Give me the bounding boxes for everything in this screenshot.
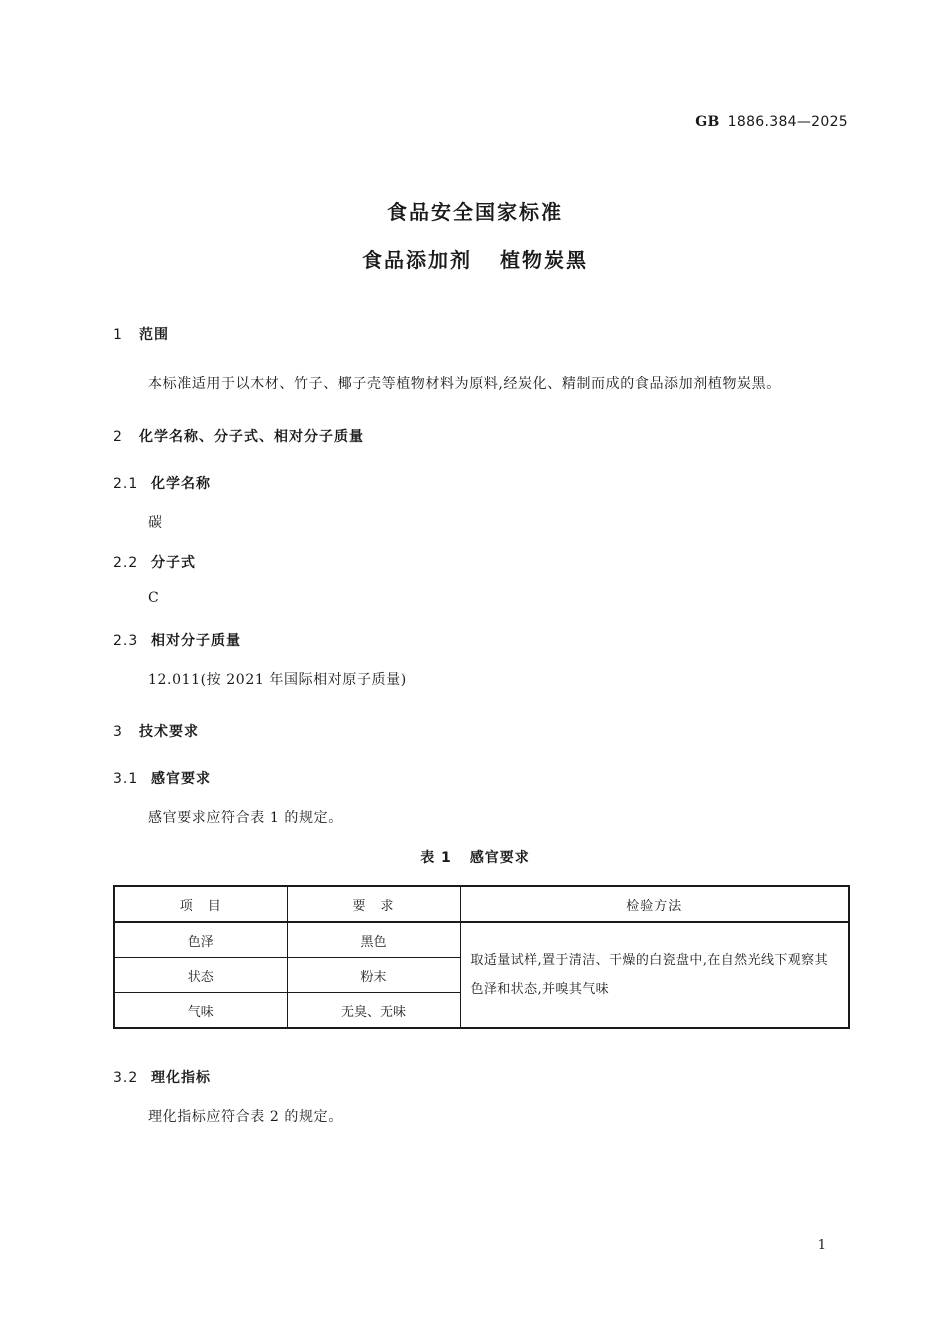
document-title-main: 食品安全国家标准 [387,200,563,224]
table-header-row [114,886,849,922]
page-number: 1 [817,1238,826,1253]
cell-item: 气味 [114,993,287,1029]
section-number: 3.2 [113,1070,139,1086]
header-method: 检验方法 [460,886,849,922]
header-item: 项 目 [114,886,287,922]
standard-number: 1886.384—2025 [727,114,848,130]
section-2-2-heading [113,552,196,572]
title-sub-part2: 植物炭黑 [500,248,588,272]
section-1-body: 本标准适用于以木材、竹子、椰子壳等植物材料为原料,经炭化、精制而成的食品添加剂植物炭黑。 [148,376,781,392]
table-row [114,922,849,958]
section-title: 分子式 [151,555,196,571]
sensory-requirements-table [113,885,850,1029]
standard-prefix: GB [695,114,720,130]
document-title-sub [0,244,950,273]
section-3-1-heading [113,768,211,788]
section-2-3-heading [113,630,241,650]
table-caption-title: 感官要求 [469,850,530,866]
section-2-heading [113,426,364,446]
section-3-1-body: 感官要求应符合表 1 的规定。 [148,810,343,826]
section-number: 2.2 [113,555,139,571]
cell-item: 状态 [114,958,287,993]
section-2-2-body: C [148,590,160,606]
section-3-2-body: 理化指标应符合表 2 的规定。 [148,1109,343,1125]
header-requirement: 要 求 [287,886,460,922]
section-2-3-body: 12.011(按 2021 年国际相对原子质量) [148,672,407,688]
standard-code [695,114,848,130]
section-title: 相对分子质量 [151,633,241,649]
section-1-heading [113,324,169,344]
section-title: 技术要求 [139,724,199,740]
section-3-heading [113,721,199,741]
section-number: 3.1 [113,771,139,787]
cell-requirement: 无臭、无味 [287,993,460,1029]
section-number: 1 [113,327,123,343]
section-number: 2.1 [113,476,139,492]
section-title: 感官要求 [151,771,211,787]
section-3-2-heading [113,1067,211,1087]
title-sub-part1: 食品添加剂 [362,248,472,272]
section-number: 2.3 [113,633,139,649]
section-number: 3 [113,724,123,740]
section-title: 化学名称、分子式、相对分子质量 [139,429,364,445]
cell-requirement: 黑色 [287,922,460,958]
section-title: 理化指标 [151,1070,211,1086]
section-title: 范围 [139,327,169,343]
cell-method: 取适量试样,置于清洁、干燥的白瓷盘中,在自然光线下观察其色泽和状态,并嗅其气味 [460,922,849,1028]
table-1-caption [0,847,950,867]
section-number: 2 [113,429,123,445]
table-caption-number: 表 1 [420,850,452,866]
section-2-1-body: 碳 [148,515,163,531]
section-2-1-heading [113,473,211,493]
section-title: 化学名称 [151,476,211,492]
cell-requirement: 粉末 [287,958,460,993]
cell-item: 色泽 [114,922,287,958]
